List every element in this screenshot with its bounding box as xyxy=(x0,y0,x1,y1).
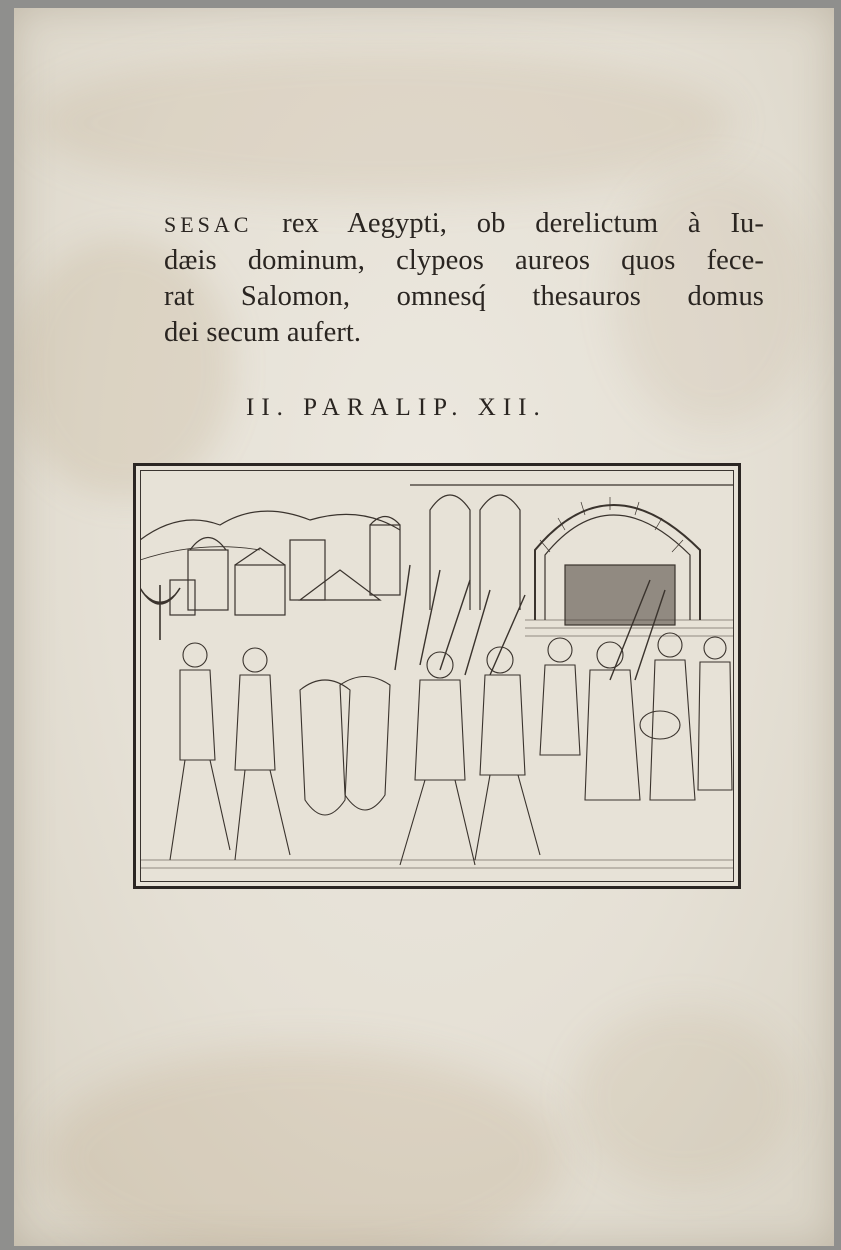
caption-line-2: dæis dominum, clypeos aureos quos fece- xyxy=(164,245,764,276)
candelabrum xyxy=(140,585,180,640)
figure-head xyxy=(704,637,726,659)
book-page xyxy=(14,8,834,1246)
tower xyxy=(370,525,400,595)
water-stain xyxy=(574,1008,794,1188)
hills xyxy=(140,511,400,540)
arch xyxy=(480,495,520,610)
figure-robe xyxy=(698,662,732,790)
dome xyxy=(370,517,400,526)
scripture-reference: II. PARALIP. XII. xyxy=(246,394,547,421)
water-stain xyxy=(44,1048,564,1246)
gateway-shadow xyxy=(565,565,675,625)
figure-robe xyxy=(650,660,695,800)
figure-body xyxy=(180,670,215,760)
building xyxy=(235,565,285,615)
woodcut-illustration xyxy=(133,463,741,889)
caption-line-1: SESAC rex Aegypti, ob derelictum à Iu- xyxy=(164,208,764,239)
roof xyxy=(235,548,285,565)
figure-legs xyxy=(235,770,290,860)
figure-legs xyxy=(475,775,540,860)
figure-body xyxy=(480,675,525,775)
figure-head xyxy=(427,652,453,678)
figure-head xyxy=(183,643,207,667)
tent xyxy=(300,570,380,600)
figure-legs xyxy=(400,780,475,865)
figure-head xyxy=(597,642,623,668)
figure-head xyxy=(548,638,572,662)
figure-robe xyxy=(585,670,640,800)
water-stain xyxy=(34,48,734,198)
figure-body xyxy=(415,680,465,780)
figure-head xyxy=(658,633,682,657)
figure-legs xyxy=(170,760,230,860)
caption-text xyxy=(164,206,764,351)
figure-head xyxy=(243,648,267,672)
basin xyxy=(640,711,680,739)
caption-line-4: dei secum aufert. xyxy=(164,317,362,348)
ground xyxy=(140,860,734,868)
figure-body xyxy=(235,675,275,770)
building xyxy=(290,540,325,600)
caption-line-3: rat Salomon, omnesq́ thesauros domus xyxy=(164,281,764,312)
woodcut-drawing xyxy=(140,470,734,882)
hills xyxy=(140,547,260,560)
figure-body xyxy=(540,665,580,755)
arch xyxy=(430,495,470,610)
caption-prefix: SESAC xyxy=(164,212,253,237)
